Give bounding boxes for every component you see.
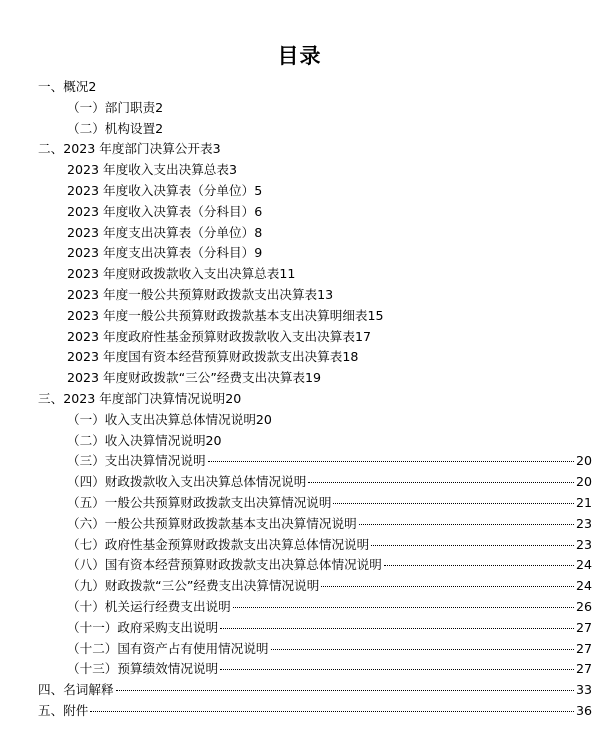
toc-entry-text: （四）财政拨款收入支出决算总体情况说明 <box>67 474 307 490</box>
toc-entry <box>0 264 599 285</box>
toc-entry-page-number: 20 <box>225 390 242 406</box>
toc-entry <box>0 181 599 202</box>
toc-entry-page-number: 20 <box>255 411 272 427</box>
toc-entry-text: （三）支出决算情况说明 <box>67 453 206 469</box>
toc-entry-page-number: 27 <box>575 661 592 677</box>
toc-entry-link[interactable] <box>0 680 599 701</box>
toc-entry-link[interactable] <box>0 368 599 389</box>
toc-entry <box>0 223 599 244</box>
toc-entry <box>0 680 599 701</box>
toc-entry-page-number: 24 <box>575 578 592 594</box>
toc-entry-text: （五）一般公共预算财政拨款支出决算情况说明 <box>67 494 332 510</box>
toc-entry-text: （七）政府性基金预算财政拨款支出决算总体情况说明 <box>67 536 370 552</box>
toc-entry <box>0 597 599 618</box>
toc-entry-page-number: 26 <box>575 598 592 614</box>
toc-entry-page-number: 21 <box>575 494 592 510</box>
toc-entry <box>0 306 599 327</box>
toc-list <box>0 77 599 722</box>
toc-entry-text: 2023 年度收入决算表（分单位） <box>67 182 255 198</box>
toc-entry-link[interactable] <box>0 77 599 98</box>
toc-entry-page-number: 20 <box>575 474 592 490</box>
toc-entry-text: 2023 年度收入决算表（分科目） <box>67 203 255 219</box>
toc-entry-text: 三、2023 年度部门决算情况说明 <box>38 390 226 406</box>
toc-entry-text: 2023 年度一般公共预算财政拨款基本支出决算明细表 <box>67 307 368 323</box>
toc-entry <box>0 701 599 722</box>
toc-entry <box>0 535 599 556</box>
toc-entry-text: 2023 年度收入支出决算总表 <box>67 162 229 178</box>
toc-entry-link[interactable] <box>0 410 599 431</box>
toc-entry-link[interactable] <box>0 389 599 410</box>
toc-dot-leader <box>321 574 574 587</box>
toc-entry <box>0 160 599 181</box>
toc-entry-page-number: 2 <box>155 99 164 115</box>
toc-entry <box>0 431 599 452</box>
toc-entry <box>0 451 599 472</box>
toc-entry-text: （二）收入决算情况说明 <box>67 432 206 448</box>
toc-entry-link[interactable] <box>0 451 599 472</box>
toc-entry-page-number: 2 <box>88 79 97 94</box>
toc-entry-page-number: 19 <box>305 370 322 386</box>
toc-dot-leader <box>384 553 574 566</box>
toc-title: 目录 <box>277 43 322 68</box>
toc-entry-text: 二、2023 年度部门决算公开表 <box>38 141 213 157</box>
toc-dot-leader <box>116 678 574 691</box>
toc-entry-text: （十）机关运行经费支出说明 <box>67 598 231 614</box>
toc-entry-text: 一、概况 <box>38 79 89 94</box>
toc-entry <box>0 285 599 306</box>
toc-entry <box>0 639 599 660</box>
toc-entry-page-number: 23 <box>575 536 592 552</box>
toc-entry-text: （十二）国有资产占有使用情况说明 <box>67 640 269 656</box>
toc-dot-leader <box>333 491 574 504</box>
toc-entry-page-number: 20 <box>575 453 592 469</box>
toc-entry-link[interactable] <box>0 243 599 264</box>
toc-entry <box>0 243 599 264</box>
toc-entry-page-number: 11 <box>279 266 296 282</box>
toc-entry-page-number: 24 <box>575 557 592 573</box>
toc-entry-link[interactable] <box>0 618 599 639</box>
toc-entry <box>0 98 599 119</box>
toc-entry-link[interactable] <box>0 535 599 556</box>
toc-dot-leader <box>208 449 574 462</box>
toc-entry-page-number: 20 <box>205 432 222 448</box>
toc-entry-text: 2023 年度财政拨款收入支出决算总表 <box>67 266 280 282</box>
toc-entry-text: （八）国有资本经营预算财政拨款支出决算总体情况说明 <box>67 557 382 573</box>
toc-entry <box>0 327 599 348</box>
toc-dot-leader <box>359 512 574 525</box>
toc-entry-link[interactable] <box>0 555 599 576</box>
toc-entry-link[interactable] <box>0 223 599 244</box>
toc-entry-link[interactable] <box>0 597 599 618</box>
toc-entry-page-number: 6 <box>254 203 263 219</box>
toc-entry-text: （十一）政府采购支出说明 <box>67 619 219 635</box>
toc-entry-link[interactable] <box>0 514 599 535</box>
toc-entry-link[interactable] <box>0 327 599 348</box>
toc-entry <box>0 389 599 410</box>
toc-entry-text: 2023 年度一般公共预算财政拨款支出决算表 <box>67 286 318 302</box>
toc-entry-page-number: 36 <box>575 702 592 718</box>
toc-entry <box>0 410 599 431</box>
toc-entry <box>0 618 599 639</box>
toc-entry-page-number: 13 <box>317 286 334 302</box>
toc-entry-text: （十三）预算绩效情况说明 <box>67 661 219 677</box>
toc-dot-leader <box>220 616 574 629</box>
toc-entry-link[interactable] <box>0 639 599 660</box>
toc-entry <box>0 368 599 389</box>
toc-dot-leader <box>271 637 574 650</box>
toc-entry <box>0 472 599 493</box>
toc-entry-link[interactable] <box>0 119 599 140</box>
toc-entry-link[interactable] <box>0 264 599 285</box>
toc-dot-leader <box>308 470 574 483</box>
toc-entry-link[interactable] <box>0 576 599 597</box>
toc-entry-page-number: 18 <box>342 349 359 365</box>
toc-dot-leader <box>233 595 574 608</box>
toc-entry-page-number: 27 <box>575 640 592 656</box>
toc-entry-text: 2023 年度国有资本经营预算财政拨款支出决算表 <box>67 349 343 365</box>
toc-entry-link[interactable] <box>0 472 599 493</box>
toc-entry-page-number: 15 <box>367 307 384 323</box>
toc-entry <box>0 514 599 535</box>
toc-entry-text: （一）收入支出决算总体情况说明 <box>67 411 256 427</box>
toc-entry-link[interactable] <box>0 701 599 722</box>
toc-entry <box>0 493 599 514</box>
toc-entry <box>0 77 599 98</box>
toc-entry-page-number: 33 <box>575 682 592 698</box>
toc-entry <box>0 576 599 597</box>
toc-entry-page-number: 9 <box>254 245 263 261</box>
toc-entry <box>0 139 599 160</box>
toc-entry-link[interactable] <box>0 493 599 514</box>
toc-entry-page-number: 3 <box>212 141 221 157</box>
toc-entry-page-number: 23 <box>575 515 592 531</box>
toc-entry-page-number: 5 <box>254 182 263 198</box>
toc-dot-leader <box>90 699 574 712</box>
toc-entry-link[interactable] <box>0 431 599 452</box>
toc-entry-text: （九）财政拨款“三公”经费支出决算情况说明 <box>67 578 320 594</box>
toc-dot-leader <box>220 657 574 670</box>
toc-entry-text: 2023 年度政府性基金预算财政拨款收入支出决算表 <box>67 328 355 344</box>
toc-entry-link[interactable] <box>0 659 599 680</box>
toc-entry-text: （一）部门职责 <box>67 99 156 115</box>
toc-entry-text: 五、附件 <box>38 702 89 718</box>
toc-entry-link[interactable] <box>0 181 599 202</box>
toc-entry <box>0 555 599 576</box>
toc-entry-page-number: 27 <box>575 619 592 635</box>
toc-entry-text: 2023 年度支出决算表（分科目） <box>67 245 255 261</box>
toc-entry-text: （六）一般公共预算财政拨款基本支出决算情况说明 <box>67 515 357 531</box>
toc-entry-page-number: 8 <box>254 224 263 240</box>
toc-entry-text: 四、名词解释 <box>38 682 114 698</box>
toc-entry <box>0 347 599 368</box>
toc-entry-text: 2023 年度支出决算表（分单位） <box>67 224 255 240</box>
toc-entry-page-number: 17 <box>354 328 371 344</box>
toc-entry <box>0 659 599 680</box>
toc-entry <box>0 119 599 140</box>
toc-entry-text: 2023 年度财政拨款“三公”经费支出决算表 <box>67 370 306 386</box>
toc-entry-link[interactable] <box>0 160 599 181</box>
toc-entry-link[interactable] <box>0 347 599 368</box>
toc-entry-page-number: 2 <box>155 120 164 136</box>
toc-dot-leader <box>371 533 574 546</box>
toc-entry-link[interactable] <box>0 139 599 160</box>
toc-entry-link[interactable] <box>0 202 599 223</box>
toc-entry-page-number: 3 <box>229 162 238 178</box>
toc-entry <box>0 202 599 223</box>
toc-entry-link[interactable] <box>0 306 599 327</box>
toc-entry-text: （二）机构设置 <box>67 120 156 136</box>
toc-entry-link[interactable] <box>0 98 599 119</box>
toc-entry-link[interactable] <box>0 285 599 306</box>
